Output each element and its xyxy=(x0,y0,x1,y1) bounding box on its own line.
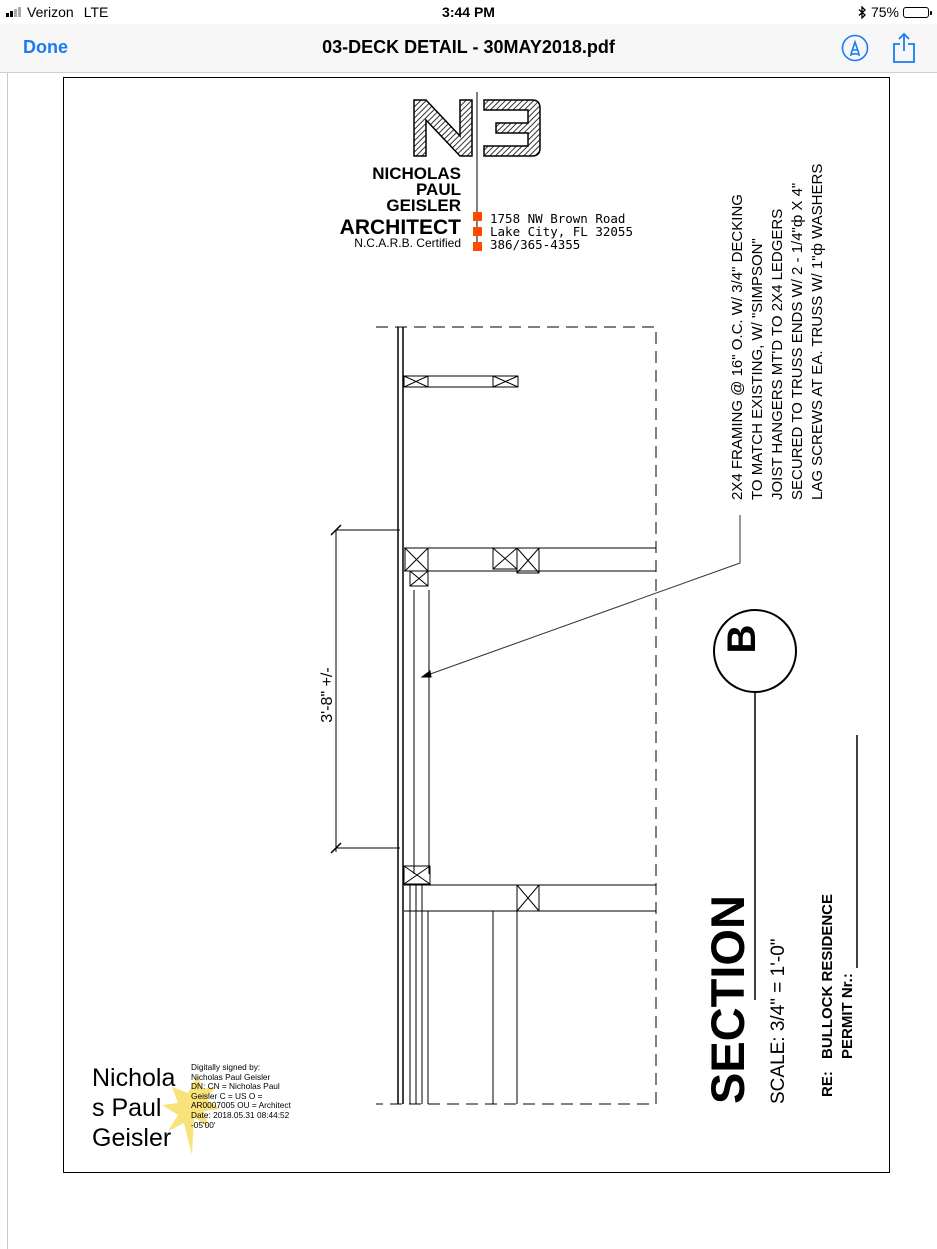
clock: 3:44 PM xyxy=(442,4,495,20)
carrier-label: Verizon xyxy=(27,4,74,20)
marker-square xyxy=(473,242,482,251)
signature-detail-line: -05'00' xyxy=(191,1119,216,1130)
note-line-4: SECURED TO TRUSS ENDS W/ 2 - 1/4"ф X 4" xyxy=(789,182,806,500)
signature-name-line-1: Nichola xyxy=(92,1064,176,1092)
section-mark-letter: B xyxy=(720,624,764,654)
signature-name-line-3: Geisler xyxy=(92,1124,172,1152)
network-label: LTE xyxy=(83,4,109,20)
signature-details xyxy=(191,1063,311,1130)
signature-detail-line: AR0007005 OU = Architect xyxy=(191,1100,291,1111)
signature-name xyxy=(92,1063,192,1153)
re-label: RE: xyxy=(819,1071,836,1097)
project-name: BULLOCK RESIDENCE xyxy=(819,893,836,1059)
firm-line-3: GEISLER xyxy=(386,196,461,215)
framing-note xyxy=(729,164,826,500)
signature-detail-line: Nicholas Paul Geisler xyxy=(191,1071,271,1082)
scale-label: SCALE: 3/4" = 1'-0" xyxy=(768,938,789,1104)
address-city: Lake City, FL 32055 xyxy=(490,224,633,239)
note-line-2: TO MATCH EXISTING, W/ "SIMPSON" xyxy=(749,238,766,500)
done-button[interactable]: Done xyxy=(23,37,68,57)
firm-name xyxy=(340,164,461,250)
signature-detail-line: Digitally signed by: xyxy=(191,1062,261,1072)
battery-percent: 75% xyxy=(870,4,899,20)
address-street: 1758 NW Brown Road xyxy=(490,211,626,226)
firm-line-2: PAUL xyxy=(415,180,461,199)
marker-square xyxy=(473,212,482,221)
firm-line-1: NICHOLAS xyxy=(372,164,461,183)
signature-detail-line: Date: 2018.05.31 08:44:52 xyxy=(191,1109,290,1120)
firm-cert: N.C.A.R.B. Certified xyxy=(354,236,461,250)
marker-square xyxy=(473,227,482,236)
dimension-label: 3'-8" +/- xyxy=(319,667,336,723)
signature-name-line-2: s Paul xyxy=(92,1094,162,1122)
permit-label: PERMIT Nr.: xyxy=(839,973,856,1059)
signature-detail-line: DN: CN = Nicholas Paul xyxy=(191,1081,280,1092)
address-phone: 386/365-4355 xyxy=(490,237,581,252)
address-block xyxy=(473,211,633,252)
firm-line-4: ARCHITECT xyxy=(339,216,461,239)
document-title: 03-DECK DETAIL - 30MAY2018.pdf xyxy=(322,37,615,57)
note-line-5: LAG SCREWS AT EA. TRUSS W/ 1"ф WASHERS xyxy=(809,163,826,500)
section-title: SECTION xyxy=(701,895,754,1104)
note-line-1: 2X4 FRAMING @ 16" O.C. W/ 3/4" DECKING xyxy=(729,194,746,500)
note-line-3: JOIST HANGERS MT'D TO 2X4 LEDGERS xyxy=(769,208,786,500)
signature-detail-line: Geisler C = US O = xyxy=(191,1090,263,1101)
